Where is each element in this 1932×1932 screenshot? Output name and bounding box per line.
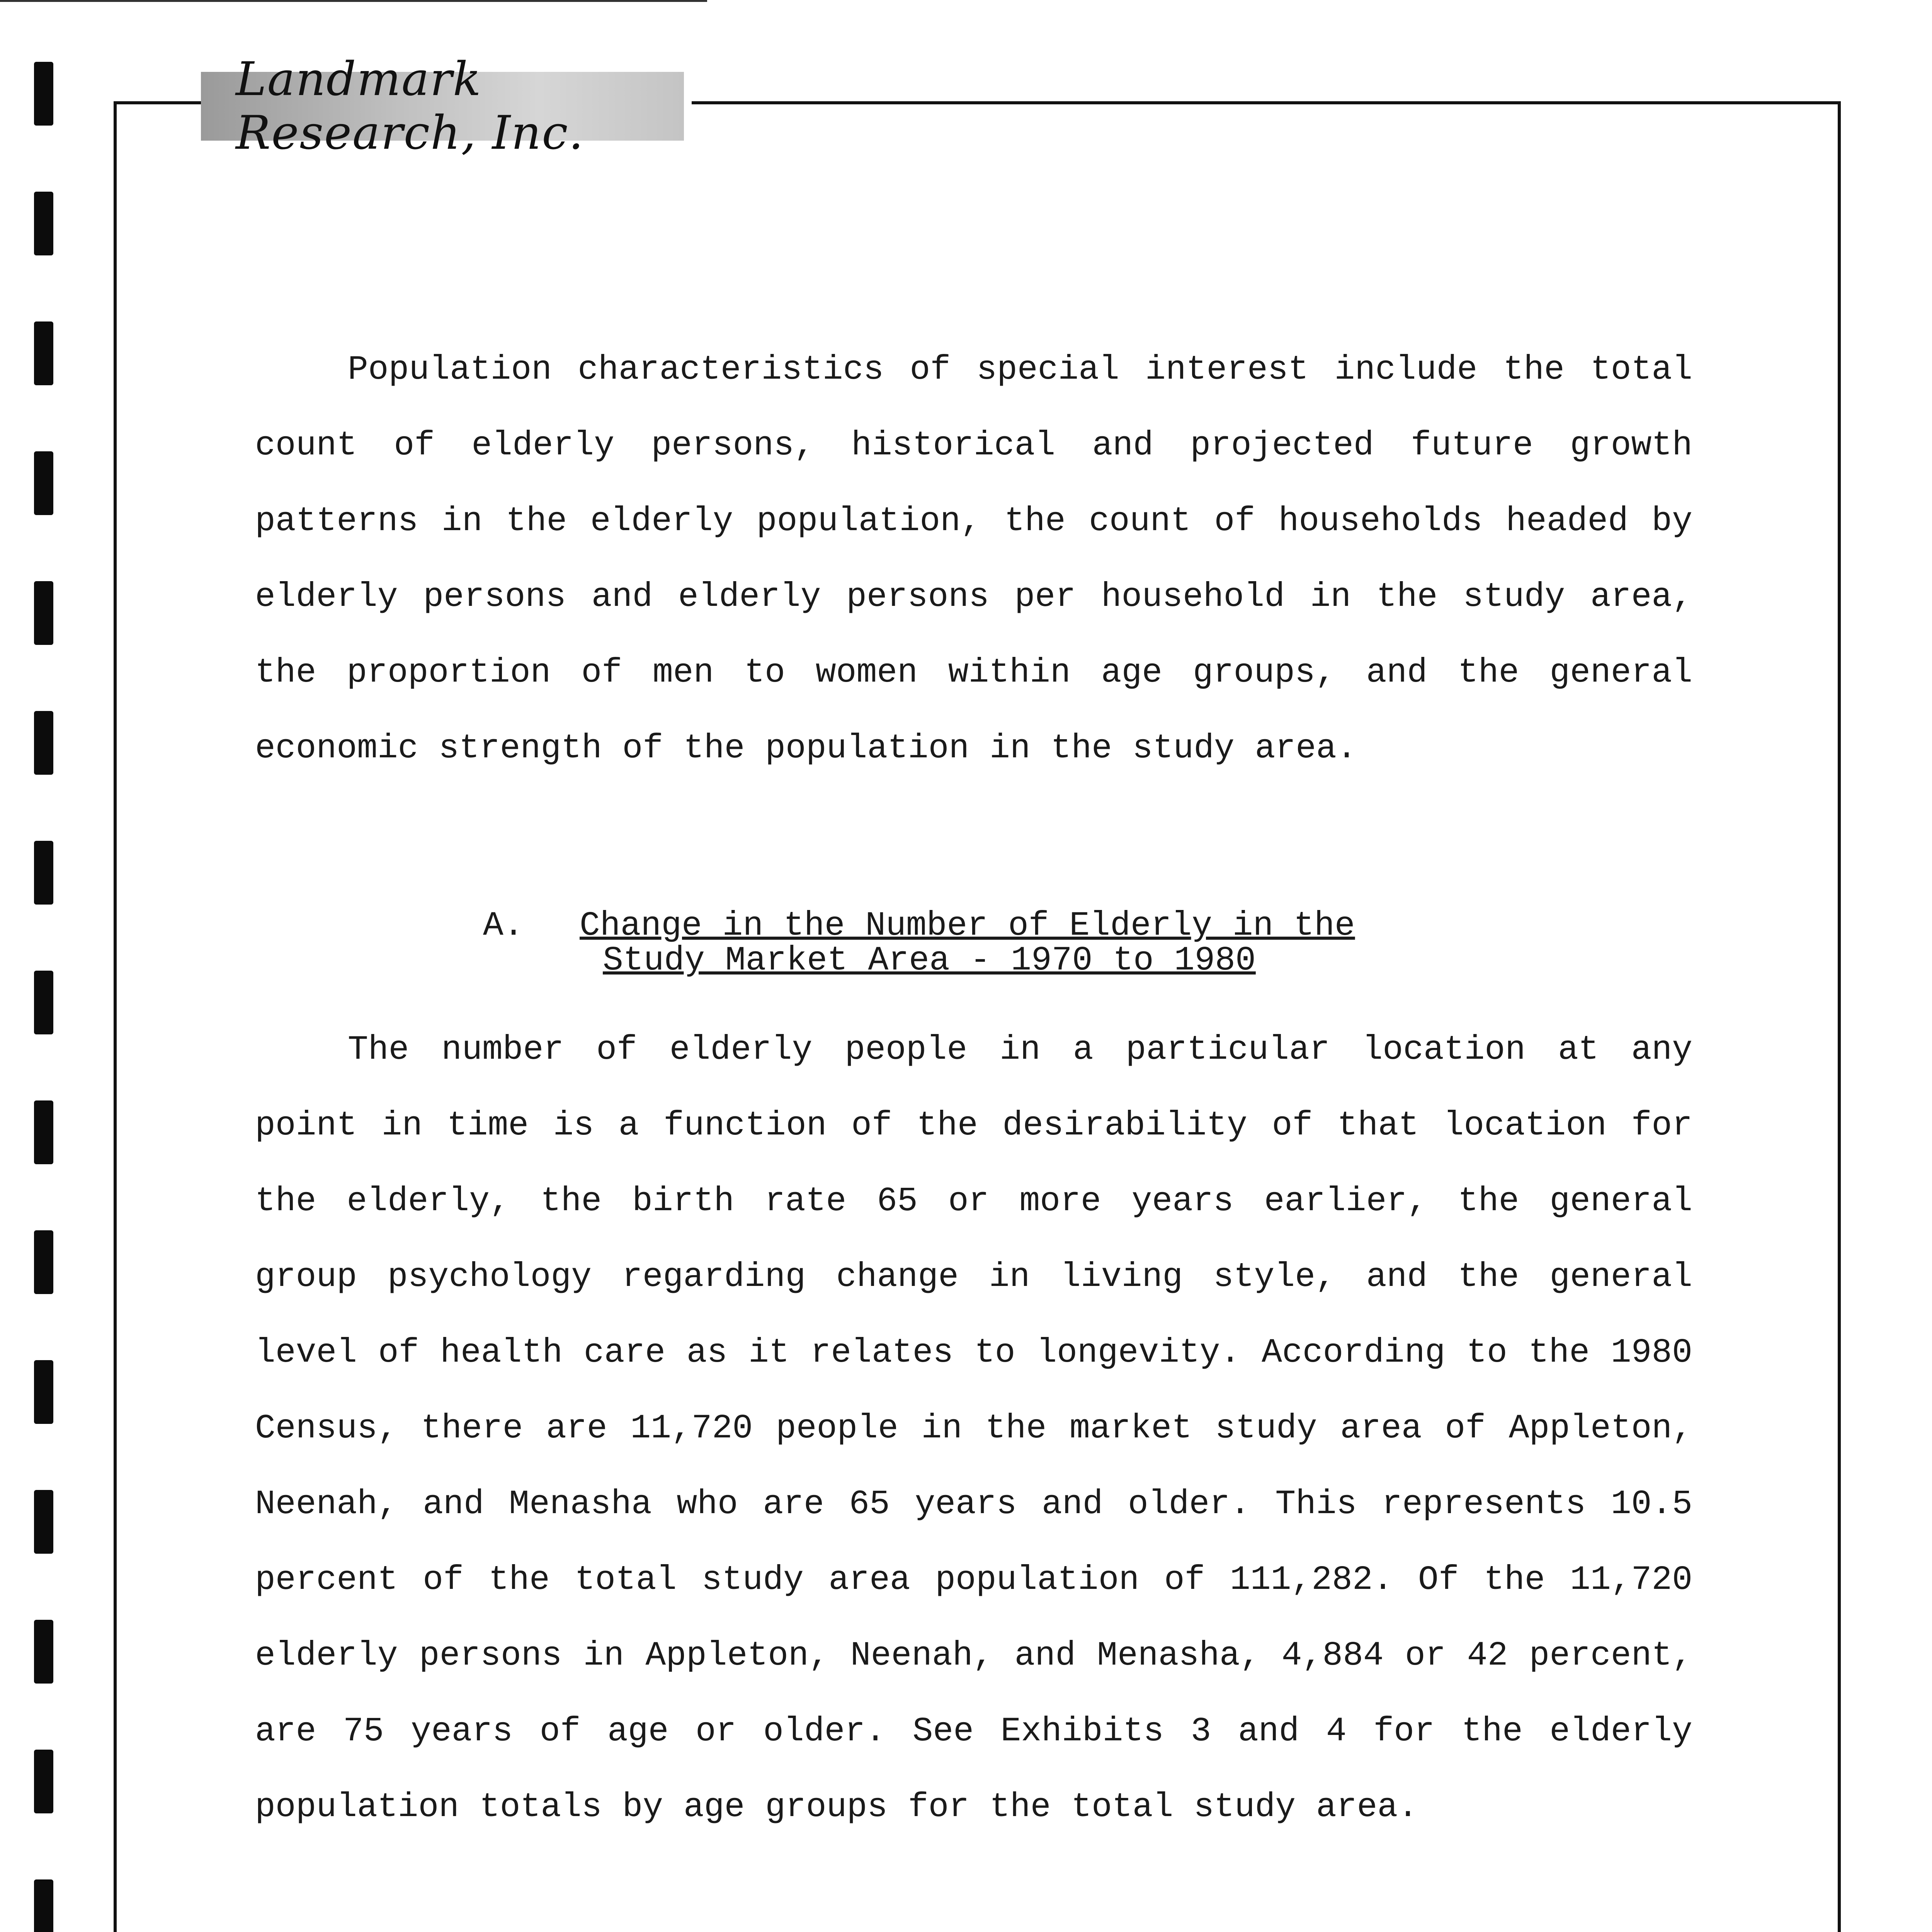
page-frame-top-left [114, 101, 205, 104]
binder-hole [34, 841, 53, 905]
top-edge-rule [0, 0, 707, 2]
binder-hole [34, 192, 53, 255]
company-name: Landmark Research, Inc. [236, 53, 584, 160]
binder-hole [34, 971, 53, 1034]
page-frame-top-right [692, 101, 1841, 104]
binder-hole [34, 62, 53, 126]
binder-hole [34, 1230, 53, 1294]
page-frame-right [1838, 101, 1841, 1932]
binder-hole [34, 1879, 53, 1932]
binder-hole [34, 1620, 53, 1684]
section-title-line-2: Study Market Area - 1970 to 1980 [603, 942, 1256, 980]
binder-hole [34, 581, 53, 645]
binder-hole [34, 1490, 53, 1554]
binder-punch-holes [34, 62, 57, 1932]
binder-hole [34, 711, 53, 775]
paragraph-population-characteristics: Population characteristics of special interest include the total count of elderly persons, historical and projected future growth patterns in the elderly population, the count of households headed by elderly persons and elderly persons per household in the study area, the proportion of men to women within age groups, and the general economic strength of the population in the study area. [255, 351, 1692, 768]
binder-hole [34, 1100, 53, 1164]
section-letter: A. [483, 907, 524, 945]
page-frame-left [114, 101, 117, 1932]
binder-hole [34, 1360, 53, 1424]
binder-hole [34, 321, 53, 385]
company-logo [201, 53, 684, 160]
binder-hole [34, 1750, 53, 1813]
binder-hole [34, 451, 53, 515]
paragraph-number-of-elderly: The number of elderly people in a particular location at any point in time is a function of the desirability of that location for the elderly, the birth rate 65 or more years earlier, the general group psychology regarding change in living style, and the general level of health care as it relates to longevity. According to the 1980 Census, there are 11,720 people in the market study area of Appleton, Neenah, and Menasha who are 65 years and older. This represents 10.5 percent of the total study area population of 111,282. Of the 11,720 elderly persons in Appleton, Neenah, and Menasha, 4,884 or 42 percent, are 75 years of age or older. See Exhibits 3 and 4 for the elderly population totals by age groups for the total study area. [255, 1031, 1692, 1827]
section-title-line-1: Change in the Number of Elderly in the [580, 907, 1355, 945]
